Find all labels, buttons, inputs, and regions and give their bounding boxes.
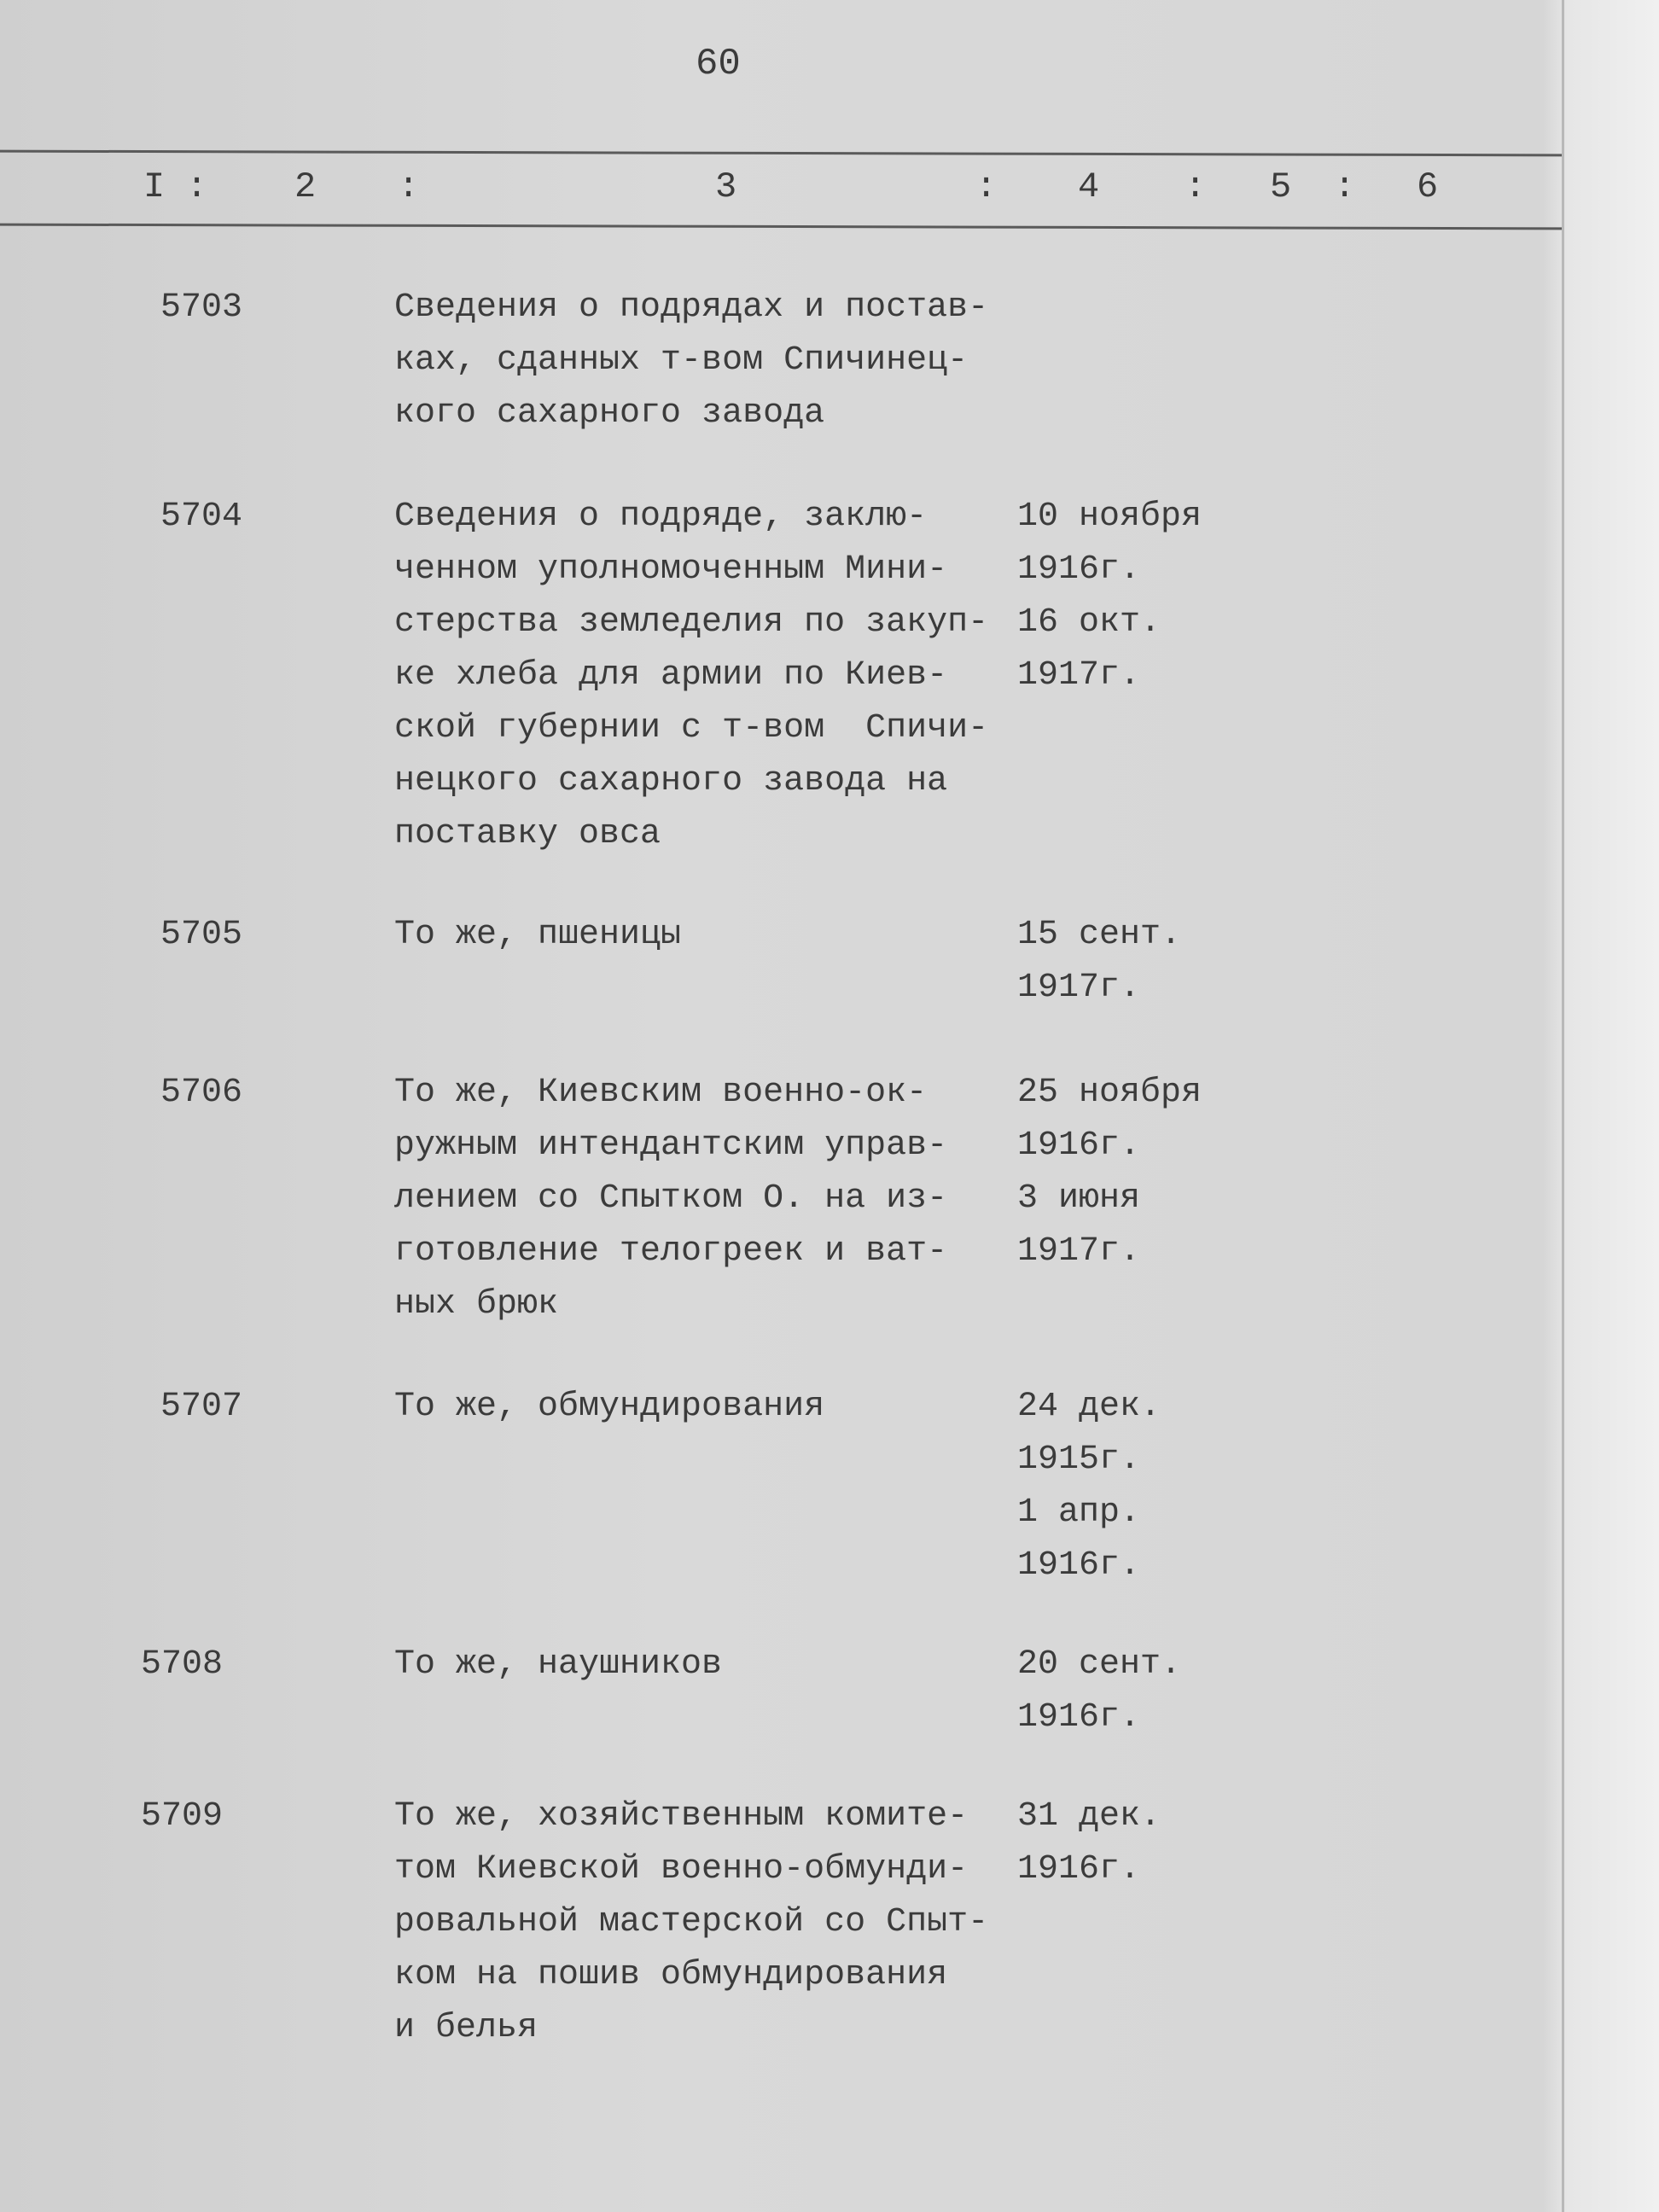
date-line: 20 сент. — [1017, 1645, 1182, 1684]
description-line: ке хлеба для армии по Киев- — [394, 656, 948, 695]
entry-number: 5703 — [160, 288, 243, 327]
description-line: Сведения о подряде, заклю- — [394, 498, 928, 536]
description-line: том Киевской военно-обмунди- — [394, 1850, 969, 1889]
description-line: То же, обмундирования — [394, 1388, 825, 1426]
entry-description — [394, 1067, 947, 1331]
description-line: То же, наушников — [394, 1645, 723, 1684]
header-bottom-rule — [0, 224, 1562, 230]
date-line: 1917г. — [1017, 969, 1141, 1007]
description-line: стерства земледелия по закуп- — [394, 603, 989, 642]
page-number: 60 — [696, 43, 741, 85]
entry-description — [394, 491, 988, 861]
description-line: ружным интендантским управ- — [394, 1126, 948, 1165]
date-line: 1917г. — [1017, 656, 1141, 695]
description-line: лением со Спытком О. на из- — [394, 1179, 948, 1218]
entry-number: 5706 — [160, 1074, 243, 1112]
description-line: То же, Киевским военно-ок- — [394, 1074, 928, 1112]
date-line: 24 дек. — [1017, 1388, 1161, 1426]
entry-number: 5708 — [141, 1645, 224, 1684]
column-header-6: 6 — [1417, 166, 1439, 207]
entry-description — [394, 1381, 824, 1434]
entry-dates — [1017, 491, 1202, 702]
description-line: ком на пошив обмундирования — [394, 1956, 948, 1994]
description-line: кого сахарного завода — [394, 394, 825, 433]
column-separator: : — [975, 166, 998, 207]
description-line: ных брюк — [394, 1285, 559, 1324]
column-separator: : — [1185, 166, 1207, 207]
column-separator: : — [1334, 166, 1356, 207]
date-line: 1915г. — [1017, 1441, 1141, 1479]
column-header-1: I — [143, 166, 166, 207]
description-line: ченном уполномоченным Мини- — [394, 550, 948, 589]
entry-number: 5705 — [160, 916, 243, 954]
description-line: ской губернии с т-вом Спичи- — [394, 709, 989, 748]
date-line: 16 окт. — [1017, 603, 1161, 642]
column-header-4: 4 — [1078, 166, 1100, 207]
column-separator: : — [186, 166, 208, 207]
date-line: 1916г. — [1017, 1850, 1141, 1889]
description-line: То же, пшеницы — [394, 916, 682, 954]
column-header-3: 3 — [715, 166, 737, 207]
entry-dates — [1017, 1790, 1161, 1896]
date-line: 31 дек. — [1017, 1797, 1161, 1836]
header-top-rule — [0, 150, 1562, 157]
date-line: 1916г. — [1017, 1698, 1141, 1737]
date-line: 1916г. — [1017, 1126, 1141, 1165]
entry-dates — [1017, 909, 1181, 1015]
date-line: 25 ноября — [1017, 1074, 1202, 1112]
entry-number: 5709 — [141, 1797, 224, 1836]
description-line: ках, сданных т-вом Спичинец- — [394, 341, 969, 380]
entry-dates — [1017, 1067, 1202, 1278]
entry-description — [394, 1639, 722, 1691]
description-line: нецкого сахарного завода на — [394, 762, 948, 800]
entry-description — [394, 909, 681, 962]
entry-dates — [1017, 1381, 1161, 1592]
date-line: 15 сент. — [1017, 916, 1182, 954]
date-line: 1917г. — [1017, 1232, 1141, 1271]
date-line: 1 апр. — [1017, 1493, 1141, 1532]
description-line: и белья — [394, 2009, 538, 2047]
date-line: 1916г. — [1017, 1546, 1141, 1585]
entry-number: 5704 — [160, 498, 243, 536]
column-separator: : — [398, 166, 420, 207]
entry-description — [394, 1790, 988, 2055]
column-header-2: 2 — [294, 166, 317, 207]
description-line: ровальной мастерской со Спыт- — [394, 1903, 989, 1941]
column-header-5: 5 — [1270, 166, 1292, 207]
description-line: поставку овса — [394, 815, 661, 853]
description-line: готовление телогреек и ват- — [394, 1232, 948, 1271]
date-line: 10 ноября — [1017, 498, 1202, 536]
description-line: Сведения о подрядах и постав- — [394, 288, 989, 327]
page-edge — [1562, 0, 1564, 2212]
entry-number: 5707 — [160, 1388, 243, 1426]
entry-description — [394, 282, 988, 440]
date-line: 3 июня — [1017, 1179, 1141, 1218]
entry-dates — [1017, 1639, 1181, 1744]
description-line: То же, хозяйственным комите- — [394, 1797, 969, 1836]
date-line: 1916г. — [1017, 550, 1141, 589]
